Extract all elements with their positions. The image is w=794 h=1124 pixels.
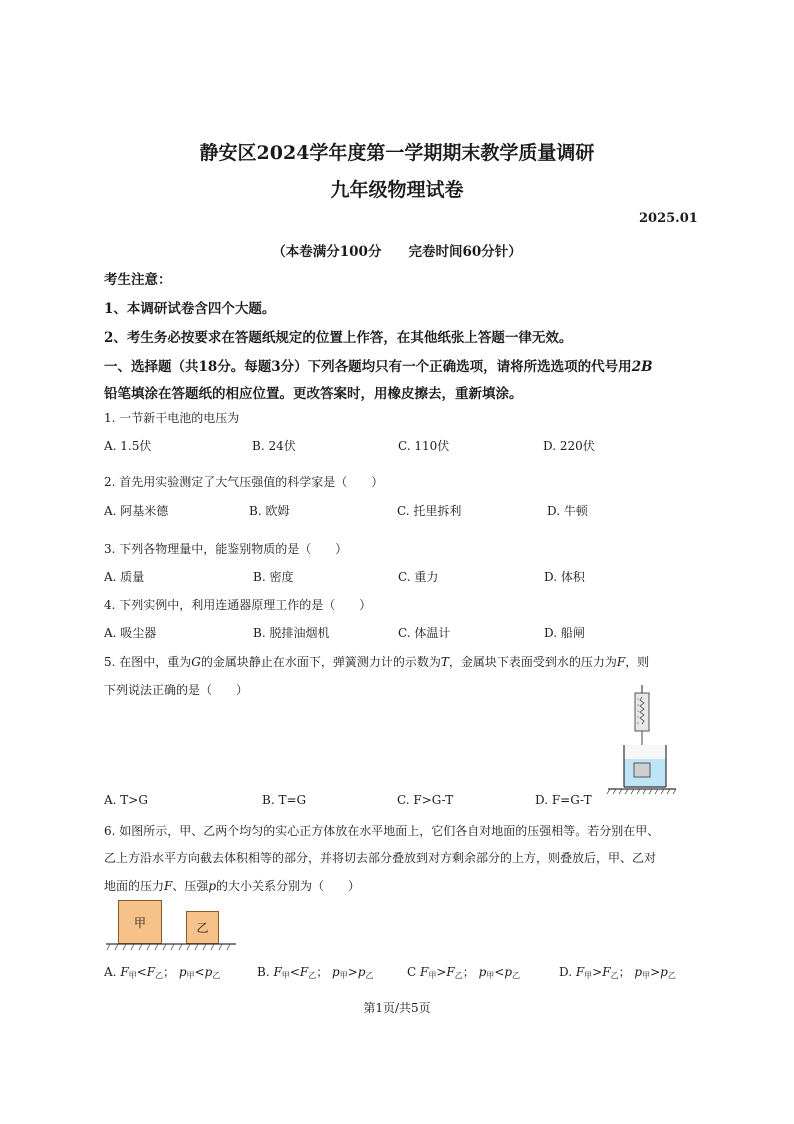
q1-option-c: C. 110伏 [398, 439, 450, 453]
q6-b-letter: B. [257, 965, 270, 979]
q1-option-d: D. 220伏 [543, 439, 595, 453]
cube-jia [118, 900, 162, 944]
q6-a-p2: p [204, 965, 213, 979]
q6-c-p2: p [504, 965, 512, 979]
q5-option-b: B. T=G [262, 793, 307, 807]
q6-option-b: B. $F_甲<F_乙$； $p_甲>p_乙$ [257, 965, 374, 980]
q6-stem-line1: 6. 如图所示，甲、乙两个均匀的实心正方体放在水平地面上，它们各自对地面的压强相等。若分别在甲、 [104, 824, 660, 838]
q6-c-sub2: 乙 [454, 971, 463, 980]
q6-d-p1: p [634, 965, 643, 979]
q2-option-b: B. 欧姆 [249, 504, 290, 518]
q6-option-a: A. $F_甲<F_乙$； $p_甲<p_乙$ [104, 965, 221, 980]
q6-a-sub4: 乙 [212, 971, 221, 980]
q6-b-sub4: 乙 [365, 971, 374, 980]
q6-b-sub3: 甲 [339, 971, 348, 980]
q6-d-letter: D. [559, 965, 573, 979]
q6-var-p: p [208, 879, 217, 893]
q6-a-sub3: 甲 [186, 971, 195, 980]
q5-var-f: F [616, 655, 626, 669]
q5-var-g: G [191, 655, 201, 669]
q4-option-d: D. 船闸 [544, 626, 585, 640]
q6-var-f: F [164, 879, 173, 893]
q6-c-f1: F [420, 965, 429, 979]
q3-stem: 3. 下列各物理量中，能鉴别物质的是（ ） [104, 542, 348, 556]
q6-c-sub1: 甲 [428, 971, 437, 980]
q6-d-f1: F [575, 965, 585, 979]
q3-option-b: B. 密度 [253, 570, 294, 584]
q6-d-sub4: 乙 [667, 971, 676, 980]
q5-stem-line1 [104, 653, 649, 670]
q3-option-a: A. 质量 [104, 570, 145, 584]
page-title: 静安区2024学年度第一学期期末教学质量调研 [199, 142, 595, 164]
q1-option-b: B. 24伏 [252, 439, 296, 453]
ground-line [106, 943, 236, 953]
q6-b-p1: p [332, 965, 340, 979]
q6-stem-line3 [104, 877, 360, 894]
q5-var-t: T [440, 655, 449, 669]
q6-text-1: 地面的压力 [104, 879, 165, 893]
q6-a-f1: F [120, 965, 129, 979]
q6-d-sub1: 甲 [584, 971, 593, 980]
q6-d-rel-f: > [592, 965, 603, 979]
page-subtitle: 九年级物理试卷 [330, 179, 464, 201]
q6-c-sub4: 乙 [512, 971, 520, 980]
q6-a-rel-f: < [136, 965, 147, 979]
q2-option-a: A. 阿基米德 [104, 504, 169, 518]
q6-d-rel-p: > [650, 965, 661, 979]
q6-c-rel-f: > [436, 965, 447, 979]
q2-option-d: D. 牛顿 [547, 504, 588, 518]
q5-text-1: 5. 在图中，重为 [104, 655, 192, 669]
page-number: 第1页/共5页 [363, 1001, 431, 1015]
q6-a-sub2: 乙 [155, 971, 164, 980]
q6-option-d: D. $F_甲>F_乙$； $p_甲>p_乙$ [559, 965, 676, 980]
q3-option-d: D. 体积 [544, 570, 585, 584]
q5-text-2: 的金属块静止在水面下，弹簧测力计的示数为 [200, 655, 441, 669]
q6-a-sub1: 甲 [128, 971, 137, 980]
q6-text-2: 、压强 [172, 879, 209, 893]
section1-pencil-grade: 2B [631, 359, 653, 375]
q6-b-p2: p [357, 965, 366, 979]
q6-d-sub3: 甲 [642, 971, 651, 980]
q6-c-sub3: 甲 [486, 971, 495, 980]
q6-b-rel-f: < [289, 965, 300, 979]
q4-stem: 4. 下列实例中，利用连通器原理工作的是（ ） [104, 598, 372, 612]
q3-option-c: C. 重力 [398, 570, 439, 584]
q5-option-c: C. F>G-T [397, 793, 454, 807]
exam-date: 2025.01 [639, 211, 698, 226]
q6-a-f2: F [146, 965, 156, 979]
q6-b-sub1: 甲 [281, 971, 290, 980]
q5-stem-line2: 下列说法正确的是（ ） [104, 683, 249, 697]
notice-item-1: 1、本调研试卷含四个大题。 [104, 301, 276, 317]
q6-b-f2: F [299, 965, 309, 979]
q6-c-f2: F [446, 965, 455, 979]
q5-option-a: A. T>G [104, 793, 148, 807]
notice-item-2: 2、考生务必按要求在答题纸规定的位置上作答，在其他纸张上答题一律无效。 [104, 330, 573, 346]
q6-a-letter: A. [104, 965, 117, 979]
q6-d-sub2: 乙 [610, 971, 619, 980]
q6-text-3: 的大小关系分别为（ ） [216, 879, 361, 893]
q4-option-b: B. 脱排油烟机 [253, 626, 330, 640]
section1-text-a: 一、选择题（共18分。每题3分）下列各题均只有一个正确选项，请将所选选项的代号用 [104, 359, 632, 375]
section1-instruction-line1 [104, 355, 653, 375]
q5-text-4: ，则 [625, 655, 650, 669]
q4-option-a: A. 吸尘器 [104, 626, 157, 640]
q6-option-c: C $F_甲>F_乙$； $p_甲<p_乙$ [407, 965, 520, 980]
q5-text-3: ，金属块下表面受到水的压力为 [448, 655, 617, 669]
q1-option-a: A. 1.5伏 [104, 439, 152, 453]
q6-b-f1: F [273, 965, 282, 979]
cube-jia-label: 甲 [133, 915, 146, 930]
q6-a-p1: p [178, 965, 187, 979]
q2-stem: 2. 首先用实验测定了大气压强值的科学家是（ ） [104, 475, 384, 489]
q6-c-letter: C [407, 965, 417, 979]
q6-c-rel-p: < [494, 965, 505, 979]
q2-option-c: C. 托里拆利 [397, 504, 462, 518]
exam-info: （本卷满分100分 完卷时间60分针） [272, 244, 522, 260]
spring-scale-beaker-figure [606, 685, 678, 797]
q6-d-f2: F [602, 965, 611, 979]
section1-instruction-line2: 铅笔填涂在答题纸的相应位置。更改答案时，用橡皮擦去，重新填涂。 [104, 386, 523, 402]
q6-a-rel-p: < [194, 965, 205, 979]
q4-option-c: C. 体温计 [398, 626, 451, 640]
cube-yi [186, 911, 219, 944]
q6-d-p2: p [660, 965, 668, 979]
q6-b-rel-p: > [347, 965, 358, 979]
q6-c-p1: p [478, 965, 487, 979]
q6-b-sub2: 乙 [308, 971, 317, 980]
q1-stem: 1. 一节新干电池的电压为 [104, 411, 240, 425]
q5-option-d: D. F=G-T [535, 793, 592, 807]
notice-heading: 考生注意： [104, 272, 172, 288]
cube-yi-label: 乙 [196, 921, 209, 935]
q6-stem-line2: 乙上方沿水平方向截去体积相等的部分，并将切去部分叠放到对方剩余部分的上方，则叠放后，甲、乙对 [104, 851, 657, 865]
